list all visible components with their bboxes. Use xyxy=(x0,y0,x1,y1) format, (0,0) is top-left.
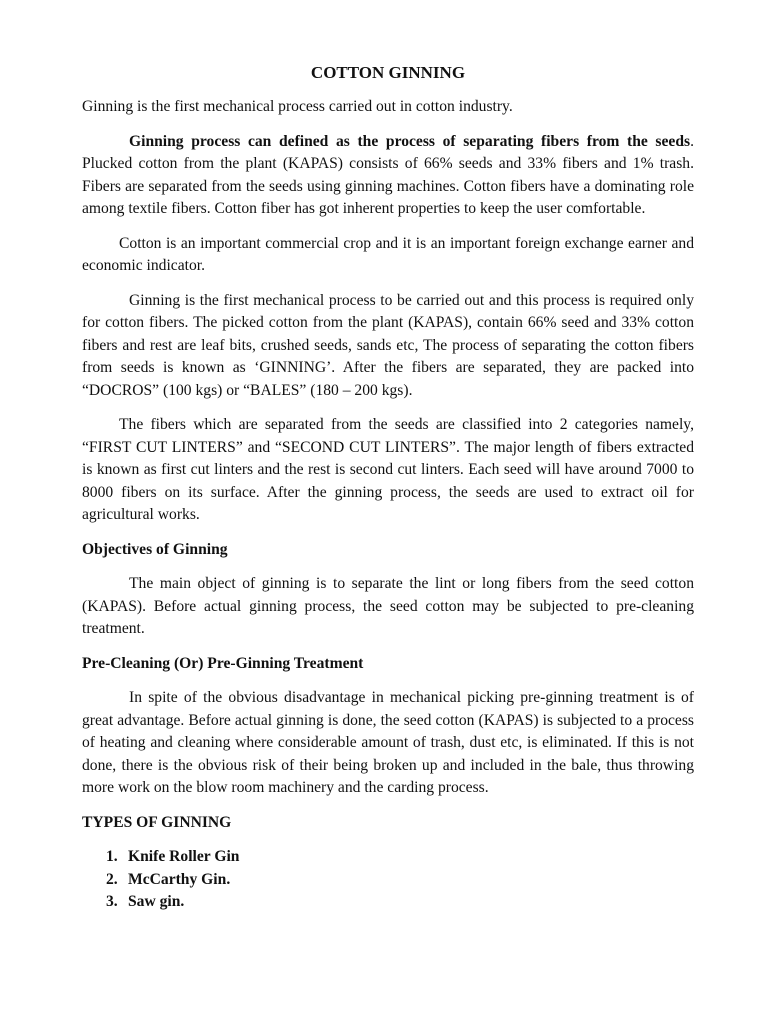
ginning-process-paragraph: Ginning is the first mechanical process to be carried out and this process is required only for cotton fibers. The picked cotton from the plant (KAPAS), contain 66% seed and 33% cotton fibers and rest are leaf bits, crushed seeds, sands etc, The process of separating the cotton fibers from seeds is known as ‘GINNING’. After the fibers are separated, they are packed into “DOCROS” (100 kgs) or “BALES” (180 – 200 kgs). xyxy=(82,291,694,399)
list-item xyxy=(82,869,694,892)
definition-rest-text: . Plucked cotton from the plant (KAPAS) consists of 66% seeds and 33% fibers and 1% trash. Fibers are separated from the seeds using ginning machines. Cotton fibers have a dominating role among textile fibers. Cotton fiber has got inherent properties to keep the user comfortable. xyxy=(82,132,694,217)
commercial-crop-paragraph: Cotton is an important commercial crop and it is an important foreign exchange earner and economic indicator. xyxy=(82,234,694,274)
document-title: COTTON GINNING xyxy=(310,63,466,82)
list-item-number: 3. xyxy=(106,893,118,910)
definition-bold-text: Ginning process can defined as the process of separating fibers from the seeds xyxy=(129,132,691,150)
list-item-number: 1. xyxy=(106,848,118,865)
types-heading: TYPES OF GINNING xyxy=(82,813,232,831)
list-item xyxy=(82,891,694,914)
linters-paragraph: The fibers which are separated from the seeds are classified into 2 categories namely, “FIRST CUT LINTERS” and “SECOND CUT LINTERS”. The major length of fibers extracted is known as first cut linters and the rest is second cut linters. Each seed will have around 7000 to 8000 fibers on its surface. After the ginning process, the seeds are used to extract oil for agricultural works. xyxy=(82,416,694,523)
types-list xyxy=(82,846,694,914)
precleaning-heading: Pre-Cleaning (Or) Pre-Ginning Treatment xyxy=(82,654,364,672)
document-page xyxy=(82,62,694,914)
objectives-heading: Objectives of Ginning xyxy=(82,540,228,558)
list-item-label: Saw gin. xyxy=(128,893,185,910)
objectives-paragraph: The main object of ginning is to separate the lint or long fibers from the seed cotton (KAPAS). Before actual ginning process, the seed cotton may be subjected to pre-cleaning treatment. xyxy=(82,575,694,637)
list-item-label: McCarthy Gin. xyxy=(128,870,231,888)
definition-paragraph xyxy=(82,131,694,221)
intro-paragraph: Ginning is the first mechanical process carried out in cotton industry. xyxy=(82,98,513,115)
list-item-number: 2. xyxy=(106,870,118,888)
list-item xyxy=(82,846,694,869)
precleaning-paragraph: In spite of the obvious disadvantage in mechanical picking pre-ginning treatment is of great advantage. Before actual ginning is done, the seed cotton (KAPAS) is subjected to a process of heating and cleaning where considerable amount of trash, dust etc, is eliminated. If this is not done, there is the obvious risk of their being broken up and included in the bale, thus throwing more work on the blow room machinery and the carding process. xyxy=(82,689,694,796)
list-item-label: Knife Roller Gin xyxy=(128,848,240,865)
